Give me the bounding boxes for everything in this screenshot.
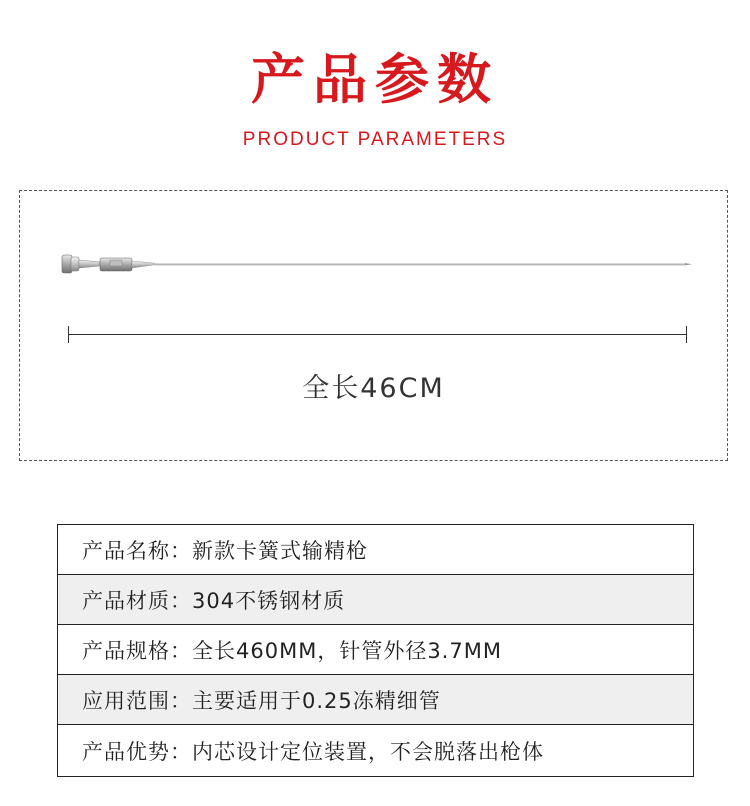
dimension-tick-right — [686, 326, 687, 343]
param-value: 新款卡簧式输精枪 — [192, 538, 368, 563]
param-row-application — [58, 675, 693, 725]
dimension-line — [68, 334, 687, 335]
param-row-material — [58, 575, 693, 625]
param-row-name — [58, 525, 693, 575]
param-label: 产品材质： — [82, 588, 192, 613]
insemination-gun-icon — [60, 249, 710, 279]
param-value: 内芯设计定位装置，不会脱落出枪体 — [192, 739, 544, 764]
param-value: 主要适用于0.25冻精细管 — [192, 688, 441, 713]
param-row-spec — [58, 625, 693, 675]
param-label: 应用范围： — [82, 688, 192, 713]
product-image-box — [19, 190, 728, 461]
length-label: 全长46CM — [302, 373, 445, 404]
param-row-advantage — [58, 725, 693, 776]
param-value: 全长460MM，针管外径3.7MM — [192, 638, 502, 663]
param-label: 产品优势： — [82, 739, 192, 764]
param-value: 304不锈钢材质 — [192, 588, 346, 613]
parameter-table — [57, 524, 694, 777]
param-label: 产品名称： — [82, 538, 192, 563]
param-label: 产品规格： — [82, 638, 192, 663]
page-subtitle: PRODUCT PARAMETERS — [242, 129, 508, 150]
page-title: 产品参数 — [251, 48, 499, 111]
